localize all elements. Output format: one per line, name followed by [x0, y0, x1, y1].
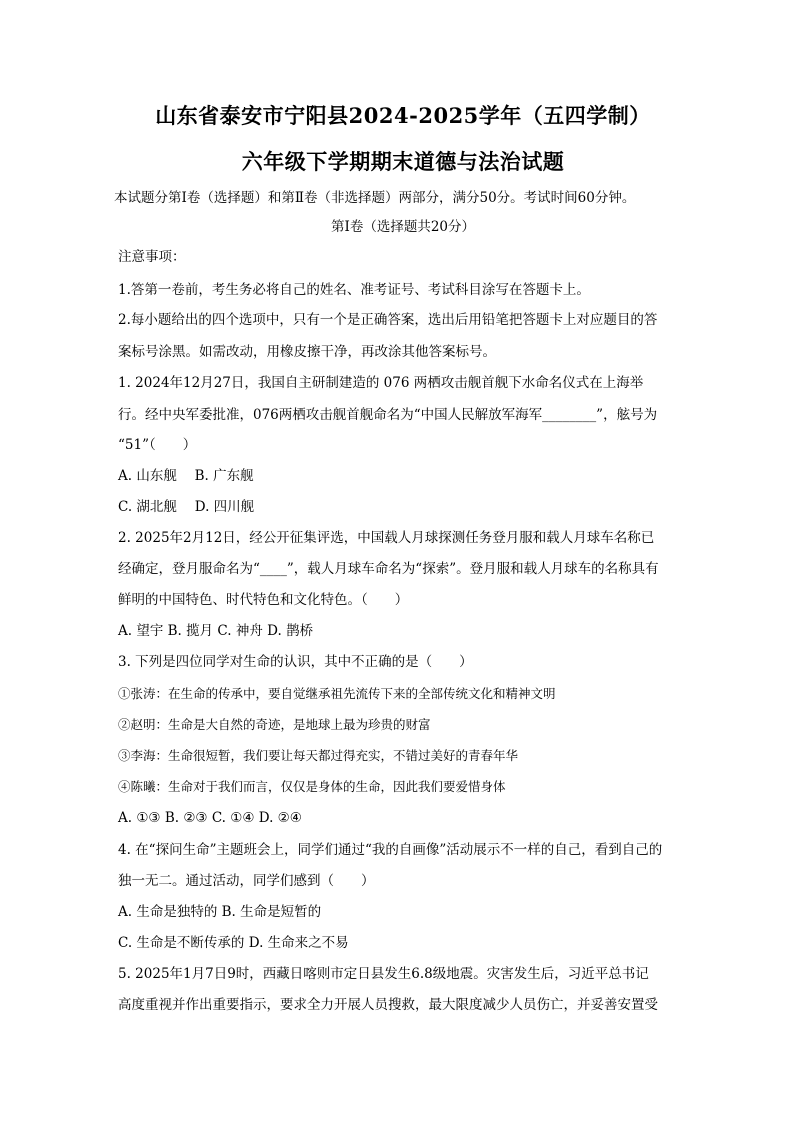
question-1-options-row1: A. 山东舰 B. 广东舰 — [118, 468, 254, 484]
question-4-options-row2: C. 生命是不断传承的 D. 生命来之不易 — [118, 935, 349, 951]
question-3-statement-4: ④陈曦：生命对于我们而言，仅仅是身体的生命，因此我们要爱惜身体 — [118, 779, 506, 794]
question-3-options: A. ①③ B. ②③ C. ①④ D. ②④ — [118, 810, 302, 826]
question-3-stem: 3. 下列是四位同学对生命的认识，其中不正确的是（ ） — [118, 654, 473, 670]
question-2-line1: 2. 2025年2月12日，经公开征集评选，中国载人月球探测任务登月服和载人月球车名称已 — [118, 530, 655, 546]
exam-title-line1: 山东省泰安市宁阳县2024-2025学年（五四学制） — [155, 103, 651, 128]
question-5-line1: 5. 2025年1月7日9时，西藏日喀则市定日县发生6.8级地震。灾害发生后，习近平总书记 — [118, 966, 649, 982]
question-1-line3: “51”（ ） — [118, 437, 197, 453]
question-1-options-row2: C. 湖北舰 D. 四川舰 — [118, 499, 255, 515]
question-2-line3: 鲜明的中国特色、时代特色和文化特色。（ ） — [118, 592, 409, 608]
exam-description: 本试题分第Ⅰ卷（选择题）和第Ⅱ卷（非选择题）两部分，满分50分。考试时间60分钟。 — [114, 190, 636, 206]
exam-title-line2: 六年级下学期期末道德与法治试题 — [241, 149, 565, 174]
section-heading: 第Ⅰ卷（选择题共20分） — [330, 219, 475, 235]
question-4-options-row1: A. 生命是独特的 B. 生命是短暂的 — [118, 904, 322, 920]
question-4-line2: 独一无二。通过活动，同学们感到（ ） — [118, 873, 375, 889]
notes-item-2-line2: 案标号涂黑。如需改动，用橡皮擦干净，再改涂其他答案标号。 — [118, 344, 496, 360]
notes-item-1: 1.答第一卷前，考生务必将自己的姓名、准考证号、考试科目涂写在答题卡上。 — [118, 282, 590, 298]
question-4-line1: 4. 在“探问生命”主题班会上，同学们通过“我的自画像”活动展示不一样的自己，看到自己的 — [118, 842, 663, 858]
question-3-statement-1: ①张涛：在生命的传承中，要自觉继承祖先流传下来的全部传统文化和精神文明 — [118, 686, 556, 701]
question-3-statement-2: ②赵明：生命是大自然的奇迹，是地球上最为珍贵的财富 — [118, 717, 431, 732]
notes-heading: 注意事项： — [118, 249, 186, 265]
notes-item-2-line1: 2.每小题给出的四个选项中，只有一个是正确答案，选出后用铅笔把答题卡上对应题目的答 — [118, 312, 658, 328]
question-2-line2: 经确定，登月服命名为“____”，载人月球车命名为“探索”。登月服和载人月球车的名称具有 — [118, 561, 659, 577]
question-3-statement-3: ③李海：生命很短暂，我们要让每天都过得充实，不错过美好的青春年华 — [118, 748, 519, 763]
question-1-line1: 1. 2024年12月27日，我国自主研制建造的 076 两栖攻击舰首舰下水命名仪式在上海举 — [118, 375, 644, 391]
question-1-line2: 行。经中央军委批准，076两栖攻击舰首舰命名为“中国人民解放军海军________”，舷号为 — [118, 407, 658, 423]
question-2-options: A. 望宇 B. 揽月 C. 神舟 D. 鹊桥 — [118, 623, 314, 639]
question-5-line2: 高度重视并作出重要指示，要求全力开展人员搜救，最大限度减少人员伤亡，并妥善安置受 — [118, 997, 658, 1013]
